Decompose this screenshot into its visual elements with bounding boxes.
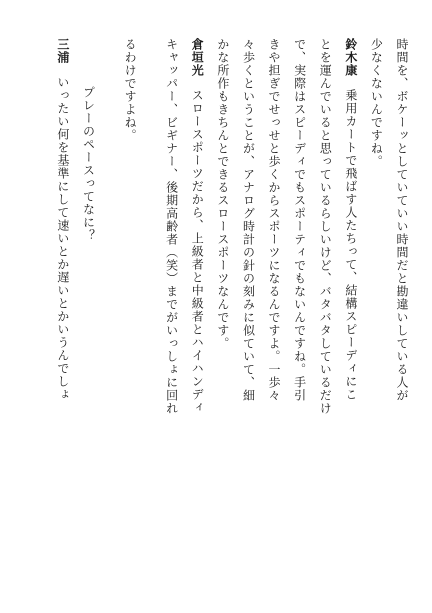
text-line: で、実際はスピーディでもスポーティでもないんですね。手引 <box>292 38 307 402</box>
text-line: とを運んでいると思っているらしいけど、バタバタしているだけ <box>318 38 333 415</box>
text-line: るわけですよね。 <box>123 38 138 142</box>
text-line: 倉垣光スロースポーツだから、上級者と中級者とハイハンディ <box>190 38 205 414</box>
text-line: 鈴木康乗用カートで飛ばす人たちって、結構スピーディにこ <box>343 38 358 401</box>
text-line: かな所作もきちんとできるスロースポーツなんです。 <box>215 38 230 350</box>
vertical-text-block <box>49 38 414 558</box>
text-line: 三浦いったい何を基準にして速いとか遅いとかいうんでしょ <box>55 38 70 401</box>
text-line: 少なくないんですね。 <box>369 38 384 168</box>
text-line: きや担ぎでせっせと歩くからスポーツになるんですよ。一歩々 <box>267 38 282 402</box>
section-question: プレーのペースってなに？ <box>81 86 96 242</box>
text-line: 々歩くということが、アナログ時計の針の刻みに似ていて、細 <box>241 38 256 402</box>
speaker-name: 倉垣光 <box>190 38 205 77</box>
speaker-name: 三浦 <box>55 38 70 64</box>
text-line: キャッパー、ビギナー、後期高齢者（笑）までがいっしょに回れ <box>164 38 179 415</box>
speaker-name: 鈴木康 <box>343 38 358 77</box>
text-line: 時間を、ボケーッとしていていい時間だと勘違いしている人が <box>395 38 409 402</box>
